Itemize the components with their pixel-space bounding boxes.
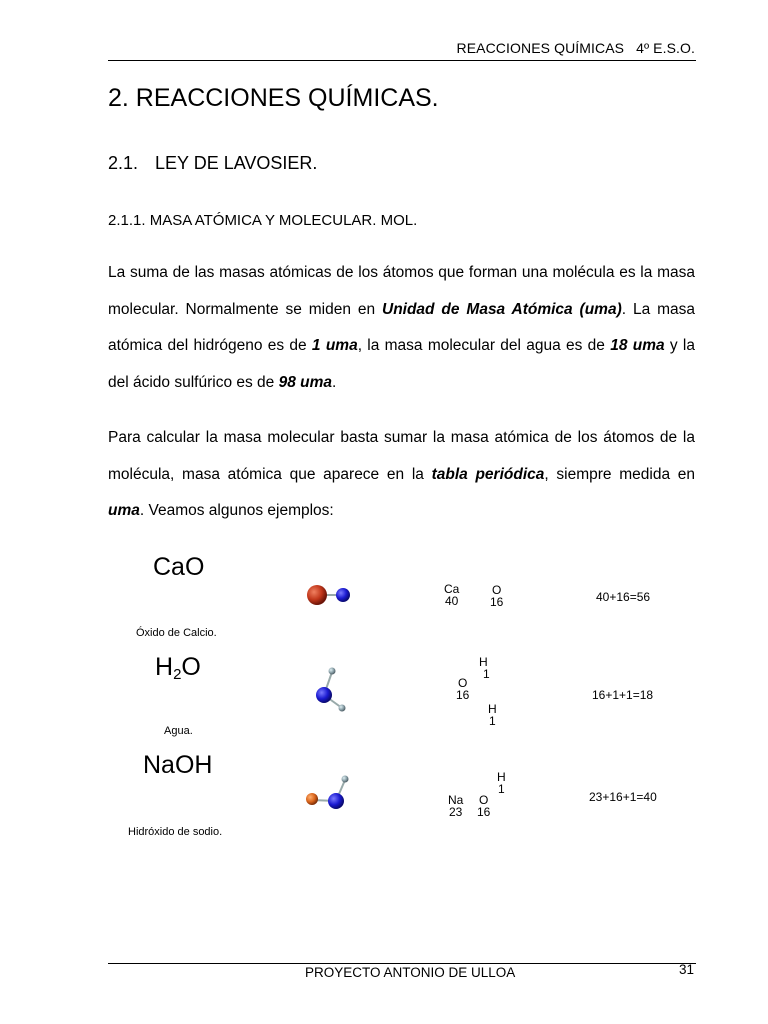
atom-symbol: H: [479, 655, 488, 669]
emphasis-periodic-table: tabla periódica: [431, 465, 545, 483]
hydrogen-atom: [339, 705, 346, 712]
paragraph-text: , siempre medida en: [544, 465, 695, 483]
oxygen-atom: [316, 687, 332, 703]
paragraph-text: .: [332, 373, 337, 391]
atom-symbol: Ca: [444, 582, 460, 596]
atom-symbol: O: [492, 583, 502, 597]
formula-cao: CaO: [153, 553, 205, 581]
atom-label-na: [448, 794, 463, 818]
atom-label-o: [456, 677, 469, 701]
emphasis-sulfuric-mass: 98 uma: [278, 373, 333, 391]
formula-part: H: [155, 653, 174, 681]
sodium-atom: [306, 793, 318, 805]
atom-label-o: [477, 794, 490, 818]
subsection-title: 2.1.1. MASA ATÓMICA Y MOLECULAR. MOL.: [108, 212, 418, 229]
caption-naoh: Hidróxido de sodio.: [128, 826, 223, 838]
mass-sum-h2o: 16+1+1=18: [592, 688, 654, 702]
oxygen-atom: [328, 793, 344, 809]
atom-mass: 16: [490, 595, 504, 609]
atom-label-h-top: [477, 656, 490, 680]
formula-subscript: 2: [173, 666, 182, 683]
paragraph-calculation: [108, 420, 695, 530]
header-rule: [108, 60, 696, 61]
footer-rule: [108, 963, 696, 964]
paragraph-text: La suma de las masas atómicas de los átomos que forman una molécula es la masa molecular. Normalmente se miden en: [108, 264, 695, 318]
section-text: LEY DE LAVOSIER.: [155, 153, 318, 173]
hydrogen-atom: [329, 668, 336, 675]
mass-sum-naoh: 23+16+1=40: [589, 790, 657, 804]
atom-mass: 40: [444, 594, 459, 608]
atom-symbol: H: [488, 702, 497, 716]
formula-naoh: NaOH: [143, 751, 213, 779]
formula-part: O: [181, 653, 201, 681]
running-header: REACCIONES QUÍMICAS 4º E.S.O.: [456, 40, 695, 56]
paragraph-text: Para calcular la masa molecular basta sumar la masa atómica de los átomos de la molécula, masa atómica que aparece en la: [108, 429, 695, 483]
atom-mass: 16: [477, 805, 491, 819]
atom-mass: 1: [483, 667, 490, 681]
emphasis-hydrogen-mass: 1 uma: [311, 337, 358, 354]
atom-label-o: [490, 584, 503, 608]
paragraph-text: . La masa atómica del hidrógeno es de: [108, 300, 695, 354]
paragraph-text: , la masa molecular del agua es de: [357, 337, 611, 354]
atom-mass: 1: [488, 714, 496, 728]
emphasis-uma: uma: [108, 502, 140, 519]
paragraph-molecular-mass: [108, 255, 695, 401]
hydrogen-atom: [342, 776, 349, 783]
caption-h2o: Agua.: [164, 725, 193, 737]
footer-project: PROYECTO ANTONIO DE ULLOA: [305, 965, 516, 980]
molecule-model-naoh: [290, 760, 365, 830]
paragraph-text: y la del ácido sulfúrico es de: [108, 337, 695, 391]
atom-symbol: O: [479, 793, 489, 807]
mass-sum-cao: 40+16=56: [596, 590, 651, 604]
emphasis-water-mass: 18 uma: [610, 337, 665, 354]
formula-h2o: [155, 653, 201, 683]
atom-mass: 16: [456, 688, 470, 702]
atom-symbol: O: [458, 676, 468, 690]
atom-symbol: H: [497, 770, 506, 784]
atom-label-h: [497, 771, 506, 795]
page-number: 31: [679, 962, 695, 977]
atom-label-ca: [444, 583, 459, 607]
atom-label-h-bottom: [488, 703, 497, 727]
oxygen-atom: [336, 588, 350, 602]
calcium-atom: [307, 585, 327, 605]
molecule-model-h2o: [290, 658, 365, 728]
paragraph-text: . Veamos algunos ejemplos:: [139, 502, 334, 519]
section-number: 2.1.: [108, 153, 139, 173]
atom-symbol: Na: [448, 793, 464, 807]
emphasis-uma-definition: Unidad de Masa Atómica (uma): [382, 300, 622, 318]
caption-cao: Óxido de Calcio.: [136, 627, 217, 639]
atom-mass: 1: [497, 782, 505, 796]
molecule-model-cao: [290, 562, 365, 627]
chapter-title: 2. REACCIONES QUÍMICAS.: [108, 84, 439, 112]
section-title: [108, 153, 317, 174]
atom-mass: 23: [448, 805, 463, 819]
